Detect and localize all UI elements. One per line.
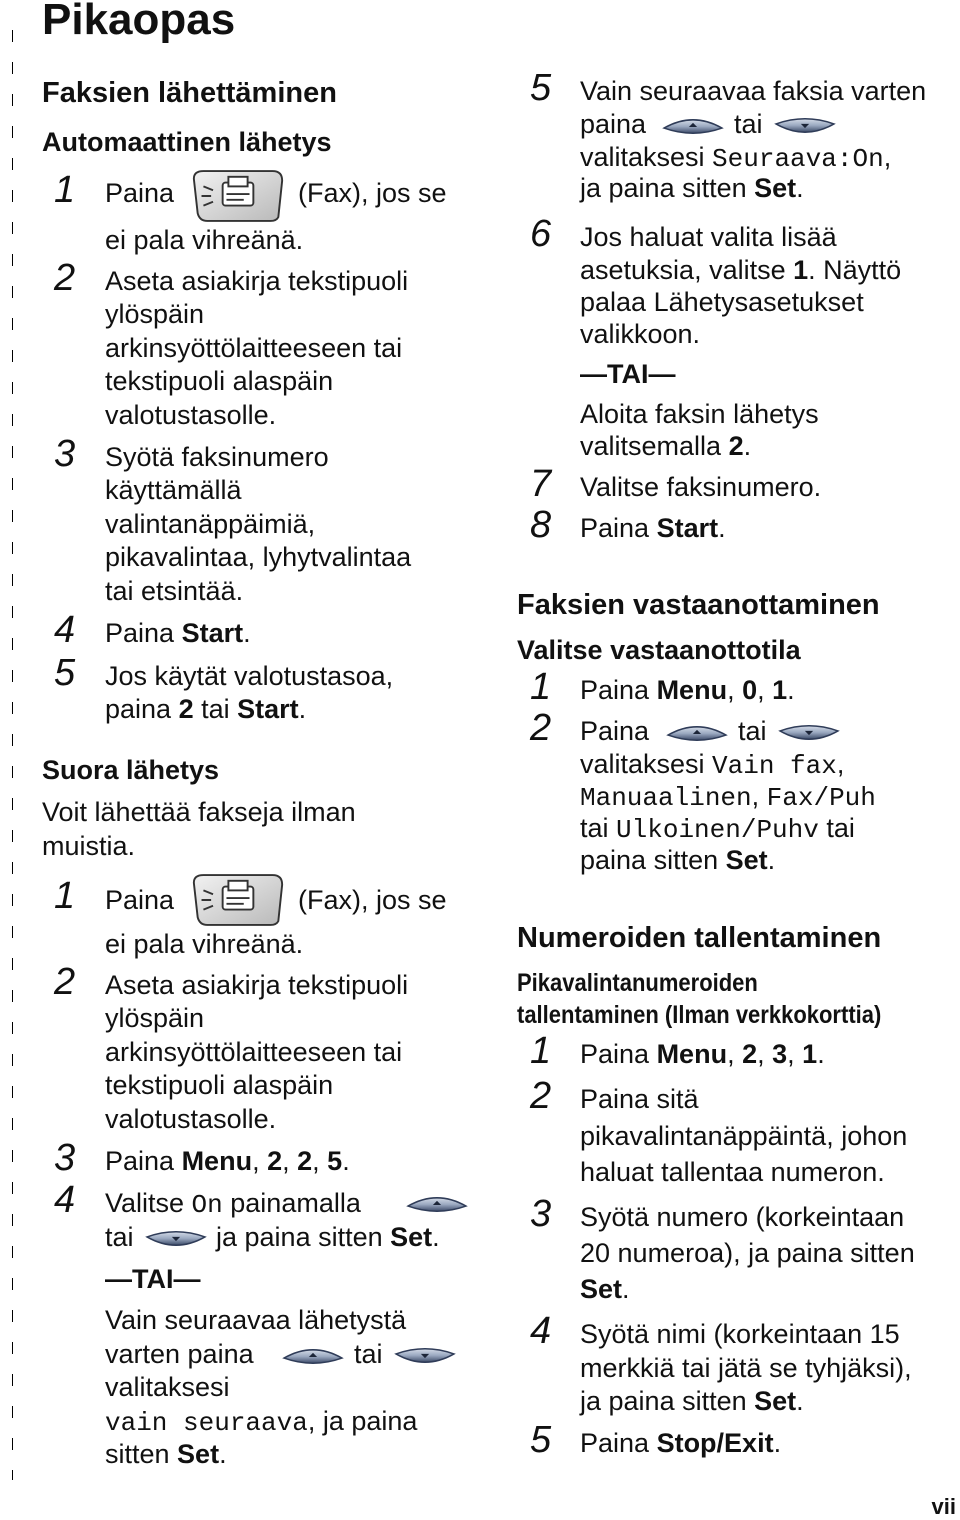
cut-line [12, 30, 13, 1480]
key-name: Menu [181, 1146, 253, 1176]
step-number: 1 [530, 1030, 552, 1072]
step-text: ylöspäin [105, 1003, 205, 1033]
step-text: Jos haluat valita lisää [580, 222, 837, 252]
step-text: varten paina [105, 1339, 254, 1369]
text: , [312, 1146, 328, 1176]
up-arrow-key-icon [406, 1192, 468, 1216]
step-text [105, 693, 306, 727]
step-text: palaa Lähetysasetukset [580, 287, 864, 317]
step-text: haluat tallentaa numeron. [580, 1157, 885, 1187]
step-text [105, 617, 251, 651]
key-name: 1 [772, 675, 788, 705]
step-number: 1 [54, 875, 76, 917]
key-name: 2 [728, 431, 744, 461]
lcd-text: Vain fax [712, 751, 837, 781]
step-text [580, 512, 726, 546]
step-text: ei pala vihreänä. [105, 929, 304, 959]
step-text: käyttämällä [105, 475, 242, 505]
step-text [580, 172, 804, 206]
intro-text: muistia. [42, 831, 136, 861]
key-name: 2 [178, 694, 194, 724]
step-text [580, 430, 751, 464]
step-text: valintanäppäimiä, [105, 509, 316, 539]
step-number: 2 [530, 1075, 552, 1117]
text: Paina [105, 1146, 182, 1176]
step-number: 3 [530, 1193, 552, 1235]
receive-mode-heading: Valitse vastaanottotila [517, 635, 801, 665]
text: valitsemalla [580, 431, 729, 461]
down-arrow-key-icon [394, 1344, 456, 1368]
step-text: Valitse faksinumero. [580, 472, 822, 502]
text: valitaksesi [580, 749, 713, 779]
step-text: paina [580, 109, 647, 139]
key-name: Set [177, 1439, 220, 1469]
step-text: Aseta asiakirja tekstipuoli [105, 266, 409, 296]
key-name: Set [754, 1386, 797, 1416]
text: . Näyttö [808, 255, 902, 285]
step-text [216, 1221, 440, 1255]
speed-dial-heading: Pikavalintanumeroiden [517, 969, 758, 997]
key-name: 2 [297, 1146, 313, 1176]
step-text: Vain seuraavaa faksia varten [580, 76, 927, 106]
key-name: 0 [742, 675, 758, 705]
text: valitaksesi [580, 142, 713, 172]
text: , [751, 781, 767, 811]
lcd-text: On [191, 1190, 223, 1220]
fax-receive-heading: Faksien vastaanottaminen [517, 589, 880, 621]
step-number: 8 [530, 504, 552, 546]
step-text [580, 812, 855, 848]
key-name: Menu [656, 1039, 728, 1069]
down-arrow-key-icon [778, 721, 840, 745]
step-text: arkinsyöttölaitteeseen tai [105, 333, 403, 363]
text: . [718, 513, 726, 543]
text: . [743, 431, 752, 461]
direct-send-heading: Suora lähetys [42, 755, 220, 785]
step-text: Syötä nimi (korkeintaan 15 [580, 1319, 900, 1349]
page-title: Pikaopas [42, 0, 236, 44]
down-arrow-key-icon [774, 114, 836, 138]
text: tai [818, 813, 855, 843]
step-number: 3 [54, 1137, 76, 1179]
step-text [580, 1385, 804, 1419]
step-text: valikkoon. [580, 319, 701, 349]
step-text: merkkiä tai jätä se tyhjäksi), [580, 1353, 912, 1383]
step-text [580, 674, 795, 708]
down-arrow-key-icon [145, 1227, 207, 1251]
step-text: pikavalintaa, lyhytvalintaa [105, 542, 412, 572]
intro-text: Voit lähettää fakseja ilman [42, 797, 356, 827]
key-name: Start [656, 513, 719, 543]
key-name: Stop/Exit [656, 1428, 774, 1458]
key-name: 2 [742, 1039, 758, 1069]
text: paina [105, 694, 179, 724]
text: . [817, 1039, 825, 1069]
text: ja paina sitten [216, 1222, 391, 1252]
lcd-text: Ulkoinen/Puhv [616, 815, 819, 845]
text: , [282, 1146, 298, 1176]
step-text: tai [734, 109, 763, 139]
step-text: arkinsyöttölaitteeseen tai [105, 1037, 403, 1067]
key-name: Set [580, 1274, 623, 1304]
text: Paina [580, 675, 657, 705]
text: sitten [105, 1439, 178, 1469]
step-text: Syötä faksinumero [105, 442, 329, 472]
step-number: 4 [530, 1310, 552, 1352]
step-text: tekstipuoli alaspäin [105, 366, 334, 396]
step-text: tai [738, 716, 767, 746]
text: . [219, 1439, 227, 1469]
step-text: ylöspäin [105, 299, 205, 329]
text: . [796, 173, 804, 203]
fax-sending-heading: Faksien lähettäminen [42, 77, 337, 109]
speed-dial-heading: tallentaminen (Ilman verkkokorttia) [517, 1001, 882, 1029]
text: . [342, 1146, 350, 1176]
step-text [105, 1187, 361, 1223]
step-text [580, 1273, 630, 1307]
step-text: Paina sitä [580, 1084, 699, 1114]
or-separator: —TAI— [105, 1264, 201, 1294]
text: , ja paina [307, 1406, 418, 1436]
text: Paina [580, 1039, 657, 1069]
step-text: (Fax), jos se [298, 885, 447, 915]
text: . [622, 1274, 630, 1304]
text: , [787, 1039, 803, 1069]
text: , [727, 675, 743, 705]
text: Paina [580, 513, 657, 543]
text: painamalla [222, 1188, 361, 1218]
text: , [836, 749, 845, 779]
step-text: valotustasolle. [105, 400, 277, 430]
text: . [767, 845, 776, 875]
auto-send-heading: Automaattinen lähetys [42, 127, 332, 157]
key-name: Start [237, 694, 299, 724]
text: , [727, 1039, 743, 1069]
up-arrow-key-icon [666, 721, 728, 745]
step-text: valotustasolle. [105, 1104, 277, 1134]
step-text: Paina [580, 716, 650, 746]
step-text: Paina [105, 885, 175, 915]
text: , [757, 675, 773, 705]
up-arrow-key-icon [662, 114, 724, 138]
step-text: Paina [105, 178, 175, 208]
step-text [580, 1427, 781, 1461]
key-name: Set [390, 1222, 433, 1252]
text: . [243, 618, 251, 648]
store-numbers-heading: Numeroiden tallentaminen [517, 922, 882, 954]
text: . [787, 675, 795, 705]
step-text [580, 254, 901, 288]
lcd-text: Seuraava:On [712, 144, 884, 174]
step-text: Jos käytät valotustasoa, [105, 661, 394, 691]
step-text [580, 780, 876, 816]
step-text: Syötä numero (korkeintaan [580, 1202, 905, 1232]
text: , [252, 1146, 268, 1176]
text: paina sitten [580, 845, 726, 875]
up-arrow-key-icon [282, 1344, 344, 1368]
step-text: 20 numeroa), ja paina sitten [580, 1238, 915, 1268]
page-number: vii [931, 1494, 956, 1519]
step-number: 3 [54, 433, 76, 475]
step-text [580, 844, 775, 878]
step-text: tai [105, 1222, 134, 1252]
step-text: ei pala vihreänä. [105, 225, 304, 255]
step-text: valitaksesi [105, 1372, 230, 1402]
text: , [757, 1039, 773, 1069]
key-name: Menu [656, 675, 728, 705]
key-name: 2 [267, 1146, 283, 1176]
text: . [773, 1428, 782, 1458]
step-number: 2 [530, 707, 552, 749]
step-text: pikavalintanäppäintä, johon [580, 1121, 908, 1151]
step-number: 2 [54, 961, 76, 1003]
text: ja paina sitten [580, 1386, 755, 1416]
step-text: tai [354, 1339, 383, 1369]
lcd-text: vain seuraava [105, 1408, 308, 1438]
step-text [580, 1038, 825, 1072]
lcd-text: Fax/Puh [766, 783, 876, 813]
text: . [298, 694, 307, 724]
key-name: Set [725, 845, 768, 875]
text: Paina [580, 1428, 657, 1458]
step-number: 4 [54, 609, 76, 651]
step-text [105, 1145, 350, 1179]
text: tai [193, 694, 238, 724]
key-name: Start [181, 618, 244, 648]
step-text: Vain seuraavaa lähetystä [105, 1305, 407, 1335]
key-name: 3 [772, 1039, 788, 1069]
text: ja paina sitten [580, 173, 755, 203]
step-text: tekstipuoli alaspäin [105, 1070, 334, 1100]
step-number: 1 [530, 666, 552, 708]
step-number: 5 [530, 1419, 552, 1461]
or-separator: —TAI— [580, 359, 676, 389]
step-number: 5 [54, 652, 76, 694]
step-text: (Fax), jos se [298, 178, 447, 208]
step-number: 2 [54, 257, 76, 299]
step-number: 5 [530, 67, 552, 109]
step-text: Aloita faksin lähetys [580, 399, 819, 429]
step-number: 1 [54, 169, 76, 211]
text: asetuksia, valitse [580, 255, 794, 285]
step-text [105, 1438, 227, 1472]
text: tai [580, 813, 617, 843]
step-text: Aseta asiakirja tekstipuoli [105, 970, 409, 1000]
step-text [580, 748, 844, 784]
step-text [298, 177, 447, 211]
text: . [432, 1222, 440, 1252]
step-number: 6 [530, 213, 552, 255]
step-text [105, 1405, 417, 1441]
key-name: 5 [327, 1146, 343, 1176]
text: , [883, 142, 892, 172]
text: . [796, 1386, 804, 1416]
key-name: 1 [802, 1039, 818, 1069]
key-name: 1 [793, 255, 809, 285]
fax-machine-icon [190, 168, 286, 224]
step-text: tai etsintää. [105, 576, 244, 606]
key-name: Set [754, 173, 797, 203]
step-number: 4 [54, 1179, 76, 1221]
text: Paina [105, 618, 182, 648]
text: Valitse [105, 1188, 192, 1218]
lcd-text: Manuaalinen [580, 783, 752, 813]
step-number: 7 [530, 463, 552, 505]
fax-machine-icon [190, 872, 286, 928]
